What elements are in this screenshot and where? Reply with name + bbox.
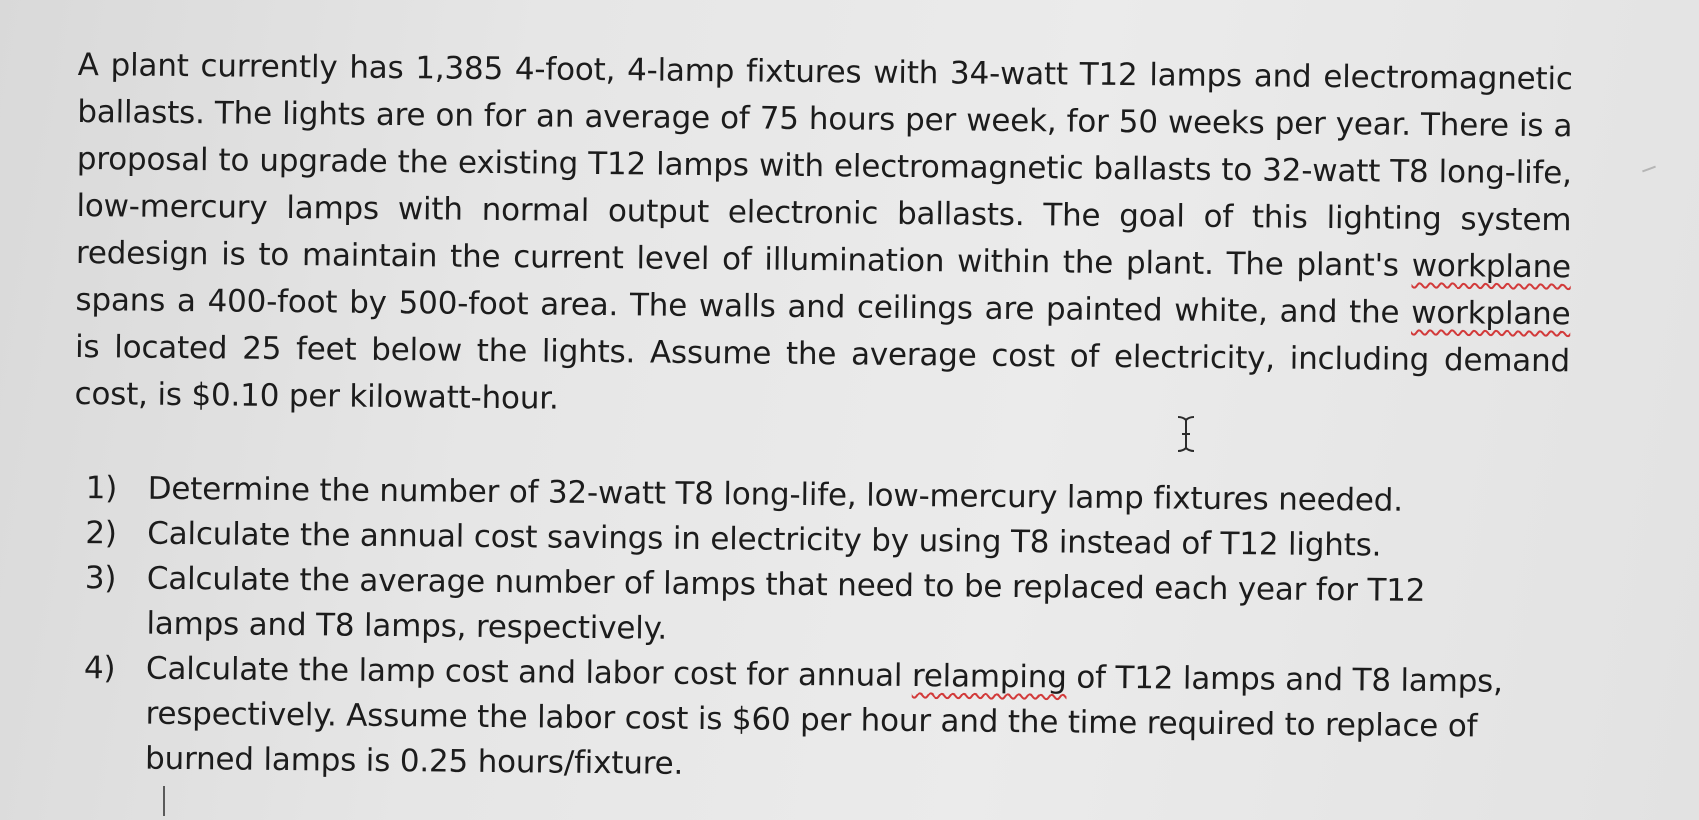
problem-statement-part-1: A plant currently has 1,385 4-foot, 4-lamp fixtures with 34-watt T12 lamps and electromagnetic ballasts. The lights are on for an average of 75 hours per week, for 50 weeks per year. There is a proposal to upgrade the existing T12 lamps with electromagnetic ballasts to 32-watt T8 long-life, low-mercury lamps with normal output electronic ballasts. The goal of this lighting system redesign is to maintain the current level of illumination within the plant. The plant's xyxy=(75,46,1573,284)
i-beam-cursor-icon xyxy=(1175,415,1197,453)
misspelled-word-workplane[interactable]: workplane xyxy=(1411,294,1571,333)
problem-statement-part-3: is located 25 feet below the lights. Assume the average cost of electricity, including demand cost, is $0.10 per kilowatt-hour. xyxy=(74,328,1571,417)
list-item[interactable] xyxy=(83,646,1524,795)
list-item-text: Calculate the annual cost savings in electricity by using T8 instead of T12 lights. xyxy=(147,515,1382,564)
misspelled-word-relamping[interactable]: relamping xyxy=(911,658,1067,696)
question-list xyxy=(83,466,1526,795)
i-beam-cursor-icon-glyph xyxy=(1175,415,1197,453)
list-item-text xyxy=(145,647,1524,795)
problem-statement-part-2: spans a 400-foot by 500-foot area. The walls and ceilings are painted white, and the xyxy=(75,281,1412,331)
text-insertion-caret xyxy=(163,786,165,816)
list-item-text: Calculate the average number of lamps that need to be replaced each year for T12 lamps and T8 lamps, respectively. xyxy=(146,560,1426,647)
document-body[interactable] xyxy=(71,42,1578,795)
list-item-text-end: of T12 lamps and T8 lamps, respectively. Assume the labor cost is $60 per hour and the time required to replace of burned lamps is 0.25 hours/fixture. xyxy=(144,659,1503,782)
problem-statement[interactable] xyxy=(74,42,1573,432)
screen-mark xyxy=(1642,166,1656,173)
list-item-number: 2) xyxy=(85,515,117,552)
list-item-text-start: Calculate the lamp cost and labor cost for annual xyxy=(145,650,913,695)
list-item-number: 1) xyxy=(85,470,118,507)
list-item-number: 3) xyxy=(84,560,117,597)
list-item[interactable] xyxy=(84,556,1525,660)
list-item-number: 4) xyxy=(83,650,116,687)
list-item-text: Determine the number of 32-watt T8 long-life, low-mercury lamp fixtures needed. xyxy=(147,470,1404,519)
misspelled-word-workplane[interactable]: workplane xyxy=(1411,247,1572,286)
